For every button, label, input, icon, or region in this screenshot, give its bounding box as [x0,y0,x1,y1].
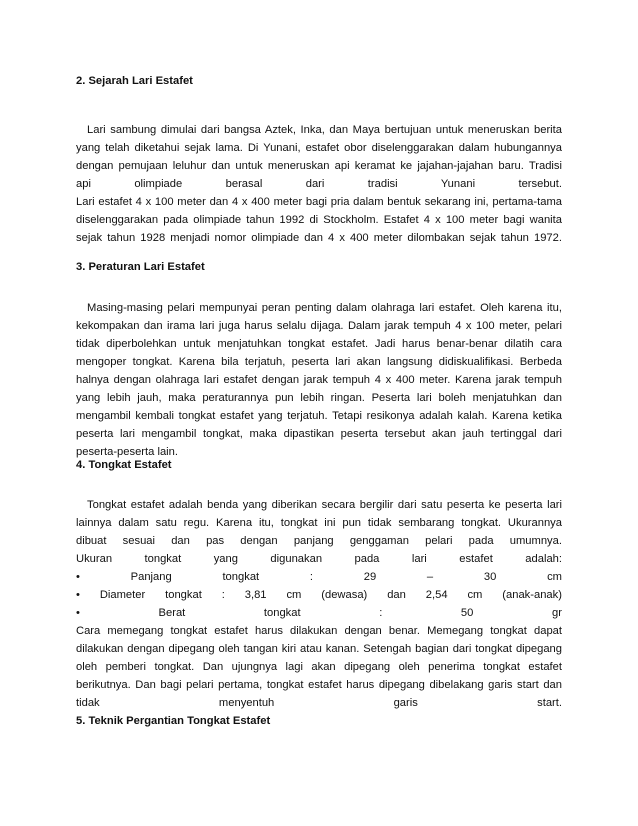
bullet-word: 30 [483,571,497,583]
text-line: mengoper tongkat. Karena bila terjatuh, peserta lari akan langsung didiskualifikasi. Berbeda [76,356,562,368]
bullet-icon: • [76,589,80,601]
text-line: Masing-masing pelari mempunyai peran penting dalam olahraga lari estafet. Oleh karena itu, [87,302,562,314]
bullet-word: (dewasa) [321,589,368,601]
bullet-word: tongkat [165,589,202,601]
text-line: diselenggarakan pada olimpiade tahun 1992 di Stockholm. Estafet 4 x 100 meter bagi wanita [76,214,562,226]
bullet-word: 50 [460,607,474,619]
text-line: tidak menyentuh garis start. [76,697,562,709]
text-line: peserta lari mengambil tongkat, maka dipastikan peserta tersebut akan jauh tertinggal dari [76,428,562,440]
text-line: yang lebih jauh, maka peraturannya pun lebih ringan. Peserta lari boleh menjatuhkan dan [76,392,562,404]
text-line: tidak diperbolehkan untuk menjatuhkan tongkat estafet. Jadi harus benar-benar dilatih cara [76,338,562,350]
bullet-word: cm [547,571,562,583]
bullet-item-berat [76,604,562,622]
section-heading-peraturan: 3. Peraturan Lari Estafet [76,261,205,273]
paragraph-tongkat [76,496,562,712]
bullet-word: : [379,607,383,619]
text-line: dibuat sesuai dan pas dengan panjang genggaman pelari pada umumnya. [76,535,562,547]
bullet-word: cm [286,589,302,601]
bullet-word: 29 [363,571,377,583]
text-line: berikutnya. Dan bagi pelari pertama, tongkat estafet harus dipegang dibelakang garis start dan [76,679,562,691]
text-line: Lari sambung dimulai dari bangsa Aztek, Inka, dan Maya bertujuan untuk meneruskan berita [87,124,562,136]
bullet-word: cm [467,589,483,601]
section-heading-tongkat: 4. Tongkat Estafet [76,459,172,471]
text-line: kekompakan dan irama lari juga harus selalu dijaga. Dalam jarak tempuh 4 x 100 meter, pelari [76,320,562,332]
bullet-word: Berat [158,607,186,619]
text-line: oleh pemberi tongkat. Dan ujungnya lagi akan dipegang oleh penerima tongkat estafet [76,661,562,673]
text-line: Cara memegang tongkat estafet harus dilakukan dengan benar. Memegang tongkat dapat [76,625,562,637]
text-line: sejak tahun 1928 menjadi nomor olimpiade dan 4 x 400 meter dilombakan sejak tahun 1972. [76,232,562,244]
bullet-word: tongkat [263,607,301,619]
text-line: api olimpiade berasal dari tradisi Yunani tersebut. [76,178,562,190]
bullet-item-panjang [76,568,562,586]
text-line: dilakukan dengan dipegang oleh tangan kiri atau kanan. Setengah bagian dari tongkat dipegang [76,643,562,655]
bullet-icon: • [76,607,80,619]
text-line: peserta-peserta lain. [76,446,178,458]
bullet-word: : [221,589,225,601]
bullet-word: Diameter [99,589,146,601]
paragraph-sejarah [76,121,562,247]
bullet-word: tongkat [222,571,260,583]
text-line: Ukuran tongkat yang digunakan pada lari estafet adalah: [76,553,562,565]
bullet-word: gr [551,607,562,619]
bullet-word: 2,54 [425,589,448,601]
text-line: mengambil kembali tongkat estafet yang terjatuh. Tetapi resikonya adalah kalah. Karena ketika [76,410,562,422]
bullet-word: (anak-anak) [502,589,562,601]
section-heading-sejarah: 2. Sejarah Lari Estafet [76,75,193,87]
bullet-icon: • [76,571,80,583]
paragraph-peraturan [76,299,562,461]
text-line: halnya dengan olahraga lari estafet dengan jarak tempuh 4 x 400 meter. Karena jarak tempuh [76,374,562,386]
text-line: Lari estafet 4 x 100 meter dan 4 x 400 meter bagi pria dalam bentuk sekarang ini, pertama-tama [76,196,562,208]
bullet-word: Panjang [130,571,172,583]
bullet-word: – [426,571,434,583]
text-line: Tongkat estafet adalah benda yang diberikan secara bergilir dari satu peserta ke peserta lari [87,499,562,511]
bullet-word: dan [387,589,406,601]
bullet-item-diameter [76,586,562,604]
section-heading-teknik: 5. Teknik Pergantian Tongkat Estafet [76,715,271,727]
bullet-word: 3,81 [244,589,267,601]
text-line: lainnya dalam satu regu. Karena itu, tongkat ini pun tidak sembarang tongkat. Ukurannya [76,517,562,529]
bullet-word: : [309,571,313,583]
text-line: dengan pemujaan leluhur dan untuk meneruskan api keramat ke jajahan-jajahan baru. Tradisi [76,160,562,172]
text-line: yang telah diketahui sejak lama. Di Yunani, estafet obor diselenggarakan dalam hubungannya [76,142,562,154]
